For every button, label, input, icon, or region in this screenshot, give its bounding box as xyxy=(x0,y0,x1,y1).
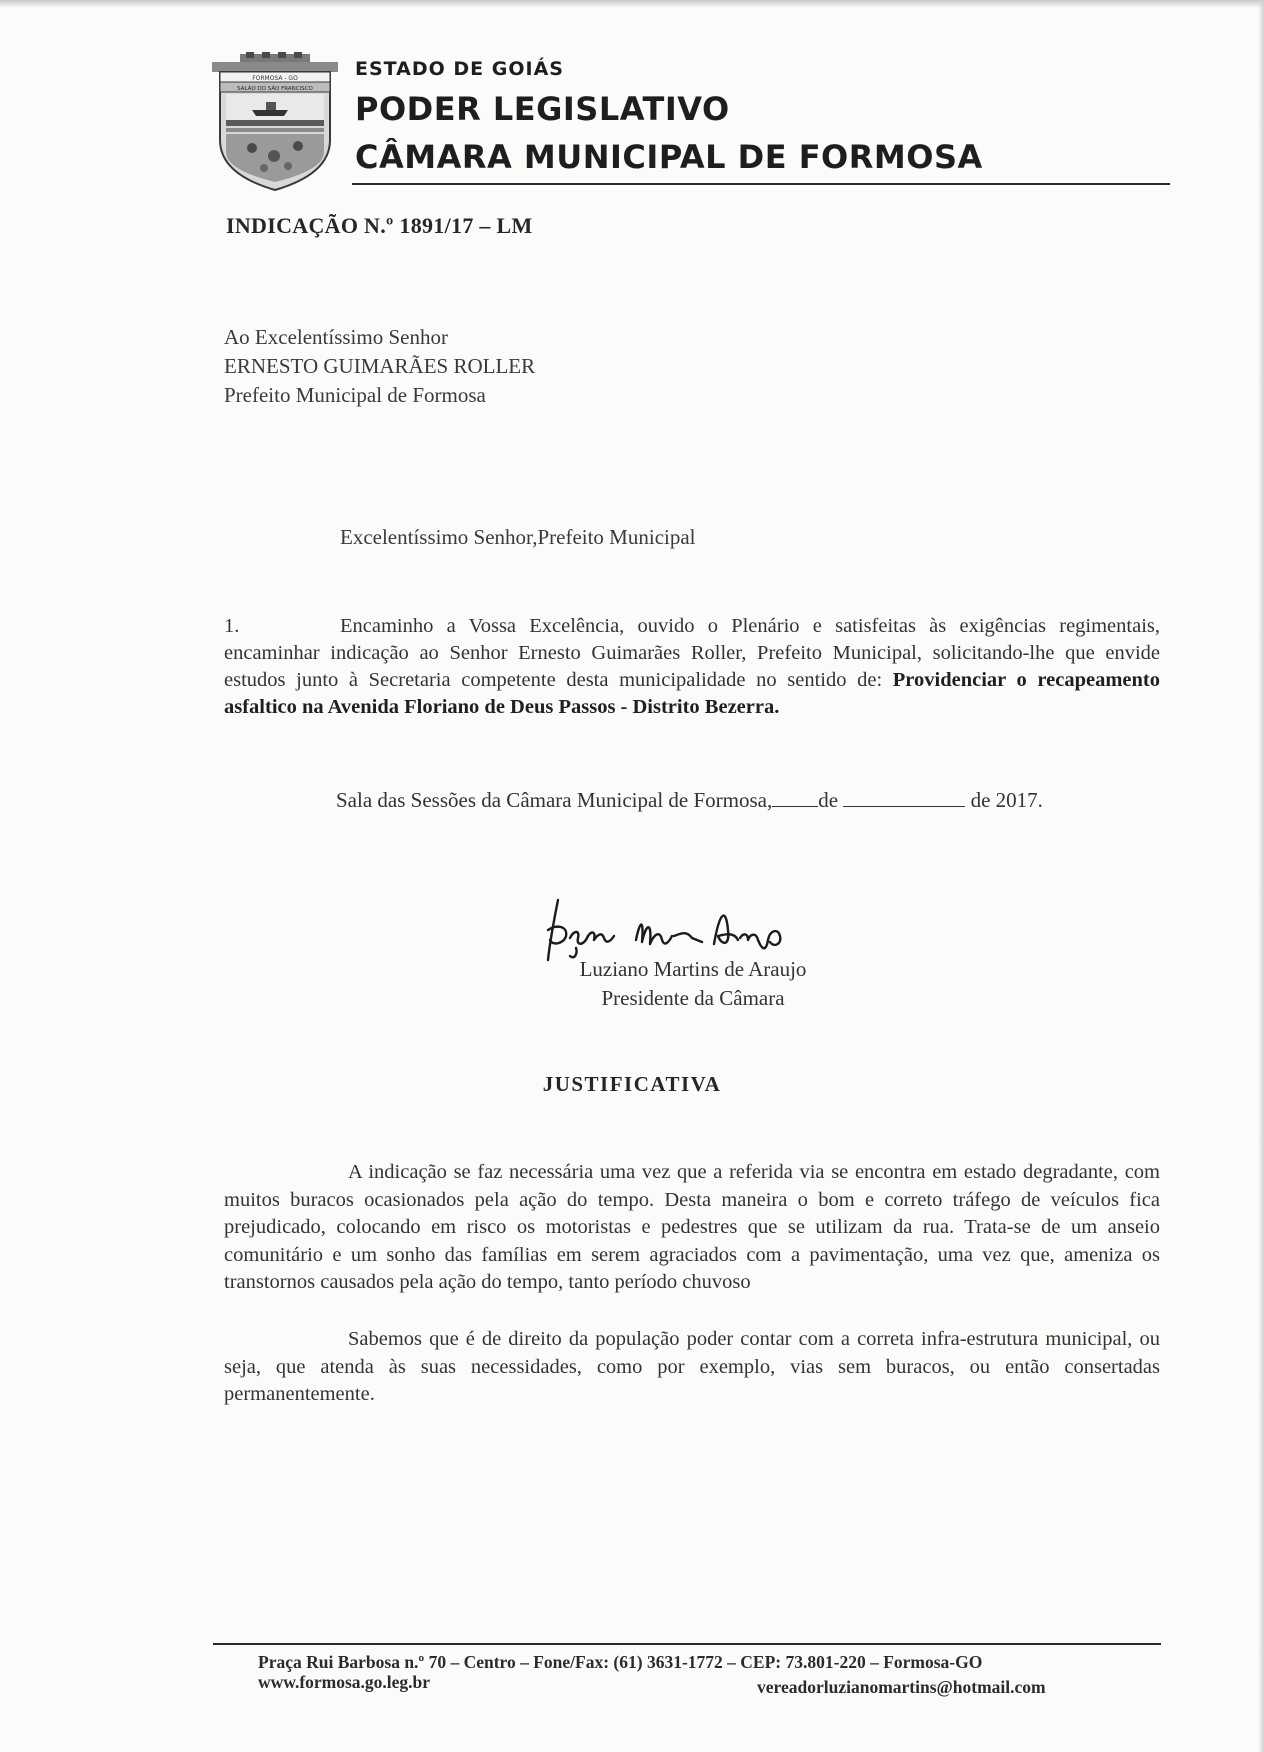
recipient-salutation: Ao Excelentíssimo Senhor xyxy=(224,325,448,349)
signer-role: Presidente da Câmara xyxy=(601,986,785,1010)
paragraph-text: Encaminho a Vossa Excelência, ouvido o Plenário e satisfeitas às exigências regimentais, encaminhar indicação ao Senhor Ernesto Guimarães Roller, Prefeito Municipal, solicitando-lhe que envide estudos junto à Secretaria competente desta municipalidade no sentido de: xyxy=(224,615,1160,691)
municipal-crest-icon xyxy=(212,52,338,192)
letterhead xyxy=(355,58,983,176)
recipient-name: ERNESTO GUIMARÃES ROLLER xyxy=(224,354,536,378)
crest-text: FORMOSA - GO xyxy=(252,75,298,82)
justification-title: JUSTIFICATIVA xyxy=(542,1072,722,1096)
day-blank xyxy=(772,788,818,807)
signer-block xyxy=(538,955,848,1013)
recipient-title: Prefeito Municipal de Formosa xyxy=(224,383,486,407)
paragraph-number: 1. xyxy=(224,615,240,637)
paragraph-request: Providenciar o recapeamento asfaltico na Avenida Floriano de Deus Passos - Distrito Bezerra. xyxy=(224,669,1161,718)
justification-text: Sabemos que é de direito da população poder contar com a correta infra-estrutura municipal, ou seja, que atenda às suas necessidades, como por exemplo, vias sem buracos, ou então consertadas permanentemente. xyxy=(224,1328,1160,1405)
justification-paragraph xyxy=(224,1159,1160,1297)
chamber-title: CÂMARA MUNICIPAL DE FORMOSA xyxy=(355,138,983,176)
footer-address: Praça Rui Barbosa n.º 70 – Centro – Fone/Fax: (61) 3631-1772 – CEP: 73.801-220 – Formosa-GO xyxy=(258,1652,983,1672)
recipient-block xyxy=(224,323,535,410)
footer-divider xyxy=(213,1643,1161,1645)
footer-website: www.formosa.go.leg.br xyxy=(258,1672,431,1692)
header-divider xyxy=(352,183,1170,185)
power-title: PODER LEGISLATIVO xyxy=(355,90,730,128)
indication-number: INDICAÇÃO N.º 1891/17 – LM xyxy=(226,213,533,238)
state-title: ESTADO DE GOIÁS xyxy=(355,58,564,80)
crest-banner-text: SALÃO DO SÃO FRANCISCO xyxy=(237,86,313,92)
scan-edge xyxy=(0,0,1264,8)
justification-paragraph xyxy=(224,1326,1160,1409)
session-text: Sala das Sessões da Câmara Municipal de Formosa, xyxy=(336,788,773,812)
scan-edge xyxy=(1258,0,1264,1752)
session-line xyxy=(336,788,1043,813)
indication-paragraph xyxy=(224,613,1160,721)
justification-text: A indicação se faz necessária uma vez que a referida via se encontra em estado degradante, com muitos buracos ocasionados pela ação do tempo. Desta maneira o bom e correto tráfego de veículos fica prejudicado, colocando em risco os motoristas e pedestres que se utilizam da rua. Trata-se de um anseio comunitário e um sonho das famílias em serem agraciados com a pavimentação, uma vez que, ameniza os transtornos causados pela ação do tempo, tanto período chuvoso xyxy=(224,1161,1160,1293)
salutation: Excelentíssimo Senhor,Prefeito Municipal xyxy=(340,525,696,549)
signer-name: Luziano Martins de Araujo xyxy=(579,957,807,981)
month-blank xyxy=(843,788,965,807)
session-year: de 2017. xyxy=(970,788,1043,812)
session-de: de xyxy=(818,788,839,812)
footer-email: vereadorluzianomartins@hotmail.com xyxy=(757,1677,1046,1697)
